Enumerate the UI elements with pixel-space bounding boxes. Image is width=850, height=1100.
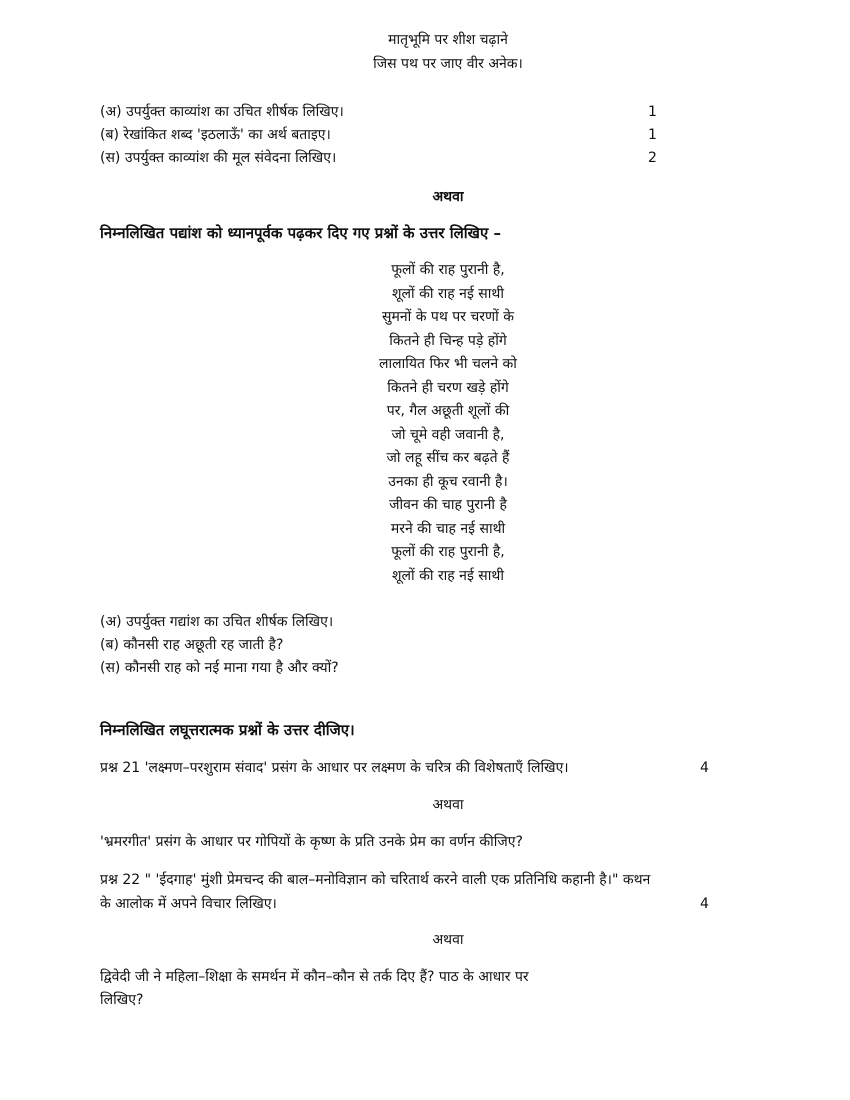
poem-line: कितने ही चिन्ह पड़े होंगे [389,332,507,349]
poem-line: सुमनों के पथ पर चरणों के [382,309,514,325]
poem-line: जिस पथ पर जाए वीर अनेक। [373,56,523,72]
section-heading: निम्नलिखित पद्यांश को ध्यानपूर्वक पढ़कर दिए गए प्रश्नों के उत्तर लिखिए – [100,224,501,242]
poem-line: फूलों की राह पुरानी है, [391,544,505,560]
athva-divider: अथवा [432,932,464,948]
question-item: (ब) रेखांकित शब्द 'इठलाऊँ' का अर्थ बताइए। [100,127,331,143]
question-21: प्रश्न 21 'लक्ष्मण–परशुराम संवाद' प्रसंग के आधार पर लक्ष्मण के चरित्र की विशेषताएँ लिखिए। [100,760,569,776]
poem-line: शूलों की राह नई साथी [392,285,504,302]
question-21-alt: 'भ्रमरगीत' प्रसंग के आधार पर गोपियों के कृष्ण के प्रति उनके प्रेम का वर्णन कीजिए? [100,834,523,850]
marks: 4 [700,896,709,912]
poem-line: मरने की चाह नई साथी [390,520,506,537]
poem-line: पर, गैल अछूती शूलों की [386,403,510,419]
question-22-cont: के आलोक में अपने विचार लिखिए। [100,896,277,912]
poem-line: कितने ही चरण खड़े होंगे [387,379,509,396]
question-item: (ब) कौनसी राह अछूती रह जाती है? [100,637,284,653]
marks: 2 [648,150,657,166]
poem-line: जो लहू सींच कर बढ़ते हैं [386,450,510,466]
poem-line: शूलों की राह नई साथी [392,567,504,584]
poem-line: लालायित फिर भी चलने को [379,356,517,372]
athva-divider: अथवा [432,797,464,813]
poem-line: जीवन की चाह पुरानी है [389,497,507,513]
question-item: (स) कौनसी राह को नई माना गया है और क्यों? [100,660,339,676]
marks: 4 [700,760,709,776]
poem-line: फूलों की राह पुरानी है, [391,262,505,278]
poem-line: उनका ही कूच रवानी है। [388,473,508,490]
poem-line: मातृभूमि पर शीश चढ़ाने [388,32,508,48]
marks: 1 [648,104,657,120]
question-22-alt-cont: लिखिए? [100,992,144,1008]
question-22-alt: द्विवेदी जी ने महिला–शिक्षा के समर्थन में कौन–कौन से तर्क दिए हैं? पाठ के आधार पर [100,969,529,985]
question-item: (अ) उपर्युक्त काव्यांश का उचित शीर्षक लिखिए। [100,104,344,120]
marks: 1 [648,127,657,143]
question-22: प्रश्न 22 " 'ईदगाह' मुंशी प्रेमचन्द की बाल–मनोविज्ञान को चरितार्थ करने वाली एक प्रतिनिधि कहानी है।" कथन [100,872,651,888]
poem-line: जो चूमे वही जवानी है, [391,426,505,443]
section-heading: निम्नलिखित लघूत्तरात्मक प्रश्नों के उत्तर दीजिए। [100,721,355,739]
athva-divider: अथवा [432,189,464,205]
question-item: (अ) उपर्युक्त गद्यांश का उचित शीर्षक लिखिए। [100,614,334,630]
question-item: (स) उपर्युक्त काव्यांश की मूल संवेदना लिखिए। [100,150,337,166]
